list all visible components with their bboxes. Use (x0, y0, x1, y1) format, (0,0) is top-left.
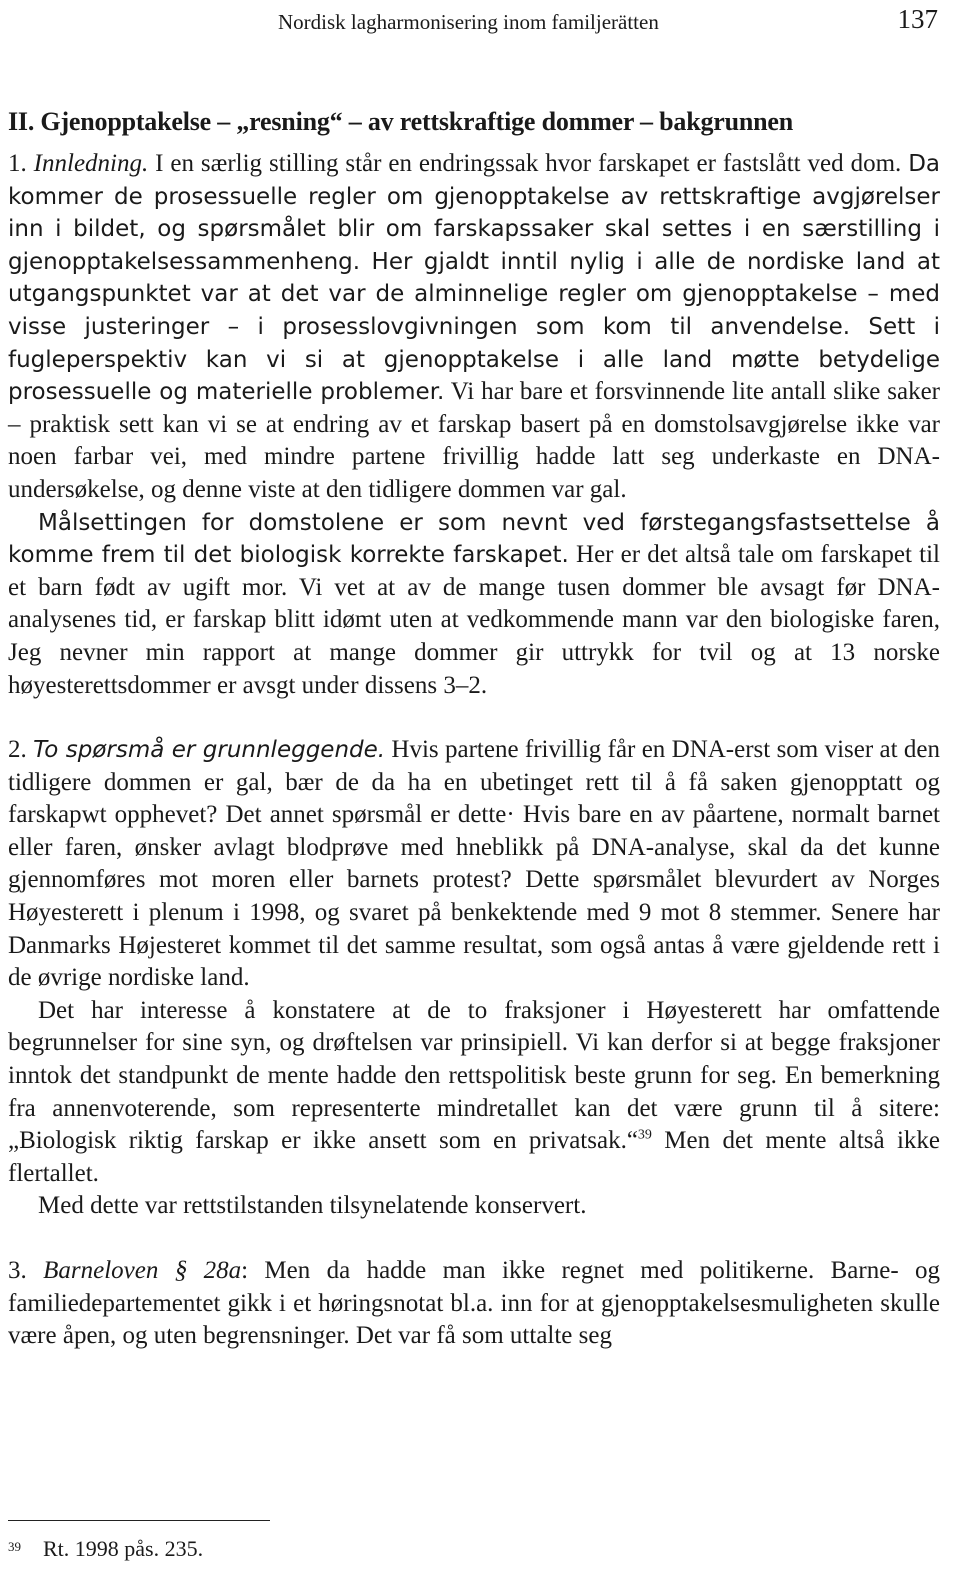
footnote-reference: 39 (637, 1127, 652, 1143)
paragraph-text: Vi har bare et forsvinnende lite antall slike saker – praktisk sett kan vi se at endring av et farskap basert på en domstolsavgjørelse ikke var noen farbar vei, med mindre partene frivillig hadde latt seg underkaste en DNA-undersøkelse, og denne viste at den tidligere dommen var gal. (8, 378, 940, 503)
paragraph-fraksjoner (8, 995, 940, 1191)
body-text (8, 148, 940, 1353)
document-page (8, 0, 941, 1561)
footnote (8, 1535, 203, 1563)
paragraph-text-sans: Målsettingen for domstolene er som nevnt ved førstegangsfastsettelse å komme frem til det biologisk korrekte farskapet. (8, 509, 940, 569)
paragraph-barneloven (8, 1255, 940, 1353)
footnote-text: Rt. 1998 pås. 235. (43, 1536, 204, 1561)
paragraph-innledning (8, 148, 940, 507)
quotation: „Biologisk riktig farskap er ikke ansett som en privatsak.“ (8, 1127, 638, 1155)
paragraph-label: Innledning. (33, 150, 149, 177)
paragraph-malsettingen (8, 507, 940, 703)
paragraph-text: Hvis partene frivillig får en DNA-erst som viser at den tidligere dommen er gal, bær de da ha en ubetinget rett til å få saken gjenopptatt og farskapwt opphevet? Det annet spørsmål er dette· Hvis bare en av påartene, normalt barnet eller faren, ønsker avlagt blodprøve med hneblikk på DNA-analyse, skal da det kunne gjennomføres mot moren eller barnets protest? Dette spørsmålet blevurdert av Norges Høyesterett i plenum i 1998, og svaret på benkektende med 9 mot 8 stemmer. Senere har Danmarks Højesteret kommet til det samme resultat, som også antas å være gjeldende rett i de øvrige nordiske land. (8, 736, 940, 992)
running-title: Nordisk lagharmonisering inom familjerätten (278, 10, 659, 34)
page-number: 137 (897, 4, 938, 34)
footnote-divider (8, 1520, 270, 1521)
paragraph-text-sans: Da kommer de prosessuelle regler om gjenopptakelse av rettskraftige avgjørelser inn i bildet, og spørsmålet blir om farskapssaker skal settes i en særstilling i gjenopptakelsessammenheng. Her gjaldt inntil nylig i alle de nordiske land at utgangspunktet var at det var de alminnelige regler om gjenopptakelse – med visse justeringer – i prosesslovgivningen som kom til anvendelse. Sett i fugleperspektiv kan vi si at gjenopptakelse i alle land møtte betydelige prosessuelle og materielle problemer. (8, 151, 940, 406)
paragraph-number: 2. (8, 736, 34, 764)
paragraph-label: To spørsmå er grunnleggende. (33, 737, 386, 764)
section-heading: II. Gjenopptakelse – „resning“ – av rettskraftige dommer – bakgrunnen (8, 107, 794, 136)
running-header (8, 2, 940, 42)
paragraph-text: : Men da hadde man ikke regnet med politikerne. Barne- og familiedepartementet gikk i et høringsnotat bl.a. inn for at gjenopptakelsesmuligheten skulle være åpen, og uten begrensninger. Det var få som uttalte seg (8, 1257, 941, 1350)
paragraph-text: Med dette var rettstilstanden tilsynelatende konservert. (38, 1192, 587, 1220)
paragraph-rettstilstanden (8, 1190, 940, 1223)
paragraph-number: 1. (8, 150, 34, 177)
paragraph-text: Det har interesse å konstatere at de to fraksjoner i Høyesterett har omfattende begrunnelser for sine syn, og drøftelsen var prinsipiell. Vi kan derfor si at begge fraksjoner inntok det standpunkt de mente hadde den rettspolitisk beste grunn for seg. En bemerkning fra annenvoterende, som representerte mindretallet kan det være grunn til å sitere: (8, 996, 940, 1122)
paragraph-to-sporsma (8, 734, 940, 995)
footnote-mark: 39 (8, 1539, 21, 1554)
paragraph-label: Barneloven § 28a (43, 1257, 242, 1284)
paragraph-number: 3. (8, 1257, 44, 1284)
paragraph-text: I en særlig stilling står en endringssak hvor farskapet er fastslått ved dom. (148, 150, 909, 177)
paragraph-text: Her er det altså tale om farskapet til et barn født av ugift mor. Vi vet at av de mange tusen dommer ble avsagt før DNA-analysenes tid, er farskap blitt idømt uten at vedkommende mann var den biologiske faren, Jeg nevner min rapport at mange dommer gir uttrykk for tvil og at 13 norske høyesterettsdommer er avsgt under dissens 3–2. (8, 541, 940, 699)
paragraph-text: Men det mente altså ikke flertallet. (8, 1127, 940, 1187)
